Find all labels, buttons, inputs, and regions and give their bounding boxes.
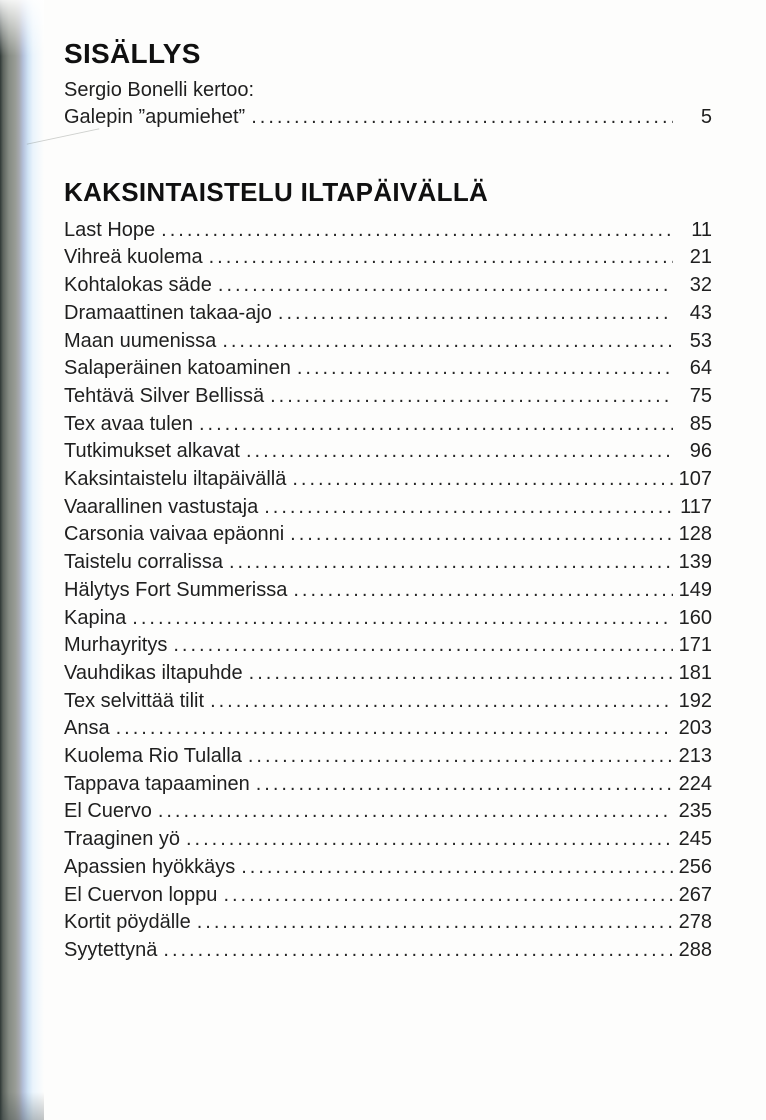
toc-entry-page: 53 [689,329,712,352]
dot-leader [161,217,673,245]
dot-leader [197,909,673,937]
dot-leader [222,328,673,356]
toc-row [64,798,712,826]
dot-leader [209,244,673,272]
toc-entry-page: 43 [689,301,712,324]
toc-entry-title: Dramaattinen takaa-ajo [64,301,272,324]
toc-entry-page: 107 [678,468,712,491]
toc-entry-page: 128 [678,523,712,546]
toc-entry-title: Maan uumenissa [64,329,217,352]
contents-title: SISÄLLYS [64,38,201,69]
toc-entry-title: Vaarallinen vastustaja [64,495,259,518]
dot-leader [246,438,673,466]
toc-entry-title: Kortit pöydälle [64,911,191,934]
toc-entry-page: 256 [678,855,712,878]
dot-leader [210,688,673,716]
dot-leader [292,466,673,494]
toc-list [64,217,712,965]
toc-row [64,411,712,439]
toc-row [64,549,712,577]
dot-leader [264,494,673,522]
dot-leader [249,660,673,688]
toc-entry-title: Traaginen yö [64,828,180,851]
toc-row [64,688,712,716]
spine-shadow-gradient [0,0,44,1120]
toc-entry-title: Tex selvittää tilit [64,689,205,712]
dot-leader [251,104,673,132]
toc-entry-title: Hälytys Fort Summerissa [64,578,288,601]
toc-row [64,909,712,937]
dot-leader [173,632,673,660]
toc-entry-page: 139 [678,551,712,574]
toc-entry-page: 11 [691,218,712,241]
toc-row [64,882,712,910]
toc-entry-page: 213 [678,745,712,768]
toc-row [64,632,712,660]
toc-row [64,383,712,411]
toc-entry-page: 85 [689,412,712,435]
toc-entry-title: Vihreä kuolema [64,246,203,269]
toc-row [64,438,712,466]
toc-entry-title: Taistelu corralissa [64,551,223,574]
dot-leader [270,383,673,411]
toc-row [64,937,712,965]
dot-leader [241,854,673,882]
toc-entry-page: 245 [678,828,712,851]
dot-leader [256,771,673,799]
toc-entry-title: Ansa [64,717,110,740]
toc-row [64,577,712,605]
toc-entry-page: 224 [678,772,712,795]
toc-row [64,217,712,245]
toc-entry-title: Salaperäinen katoaminen [64,357,291,380]
toc-row [64,272,712,300]
dot-leader [132,605,673,633]
toc-entry-title: Tutkimukset alkavat [64,440,240,463]
toc-entry-title: Carsonia vaivaa epäonni [64,523,285,546]
toc-entry-page: 117 [680,495,712,518]
toc-entry-page: 5 [700,106,712,128]
toc-entry-page: 267 [678,883,712,906]
toc-entry-title: Kapina [64,606,127,629]
toc-row-intro [64,104,712,132]
toc-entry-title: Tehtävä Silver Bellissä [64,384,265,407]
toc-entry-page: 149 [678,578,712,601]
toc-entry-page: 171 [678,634,712,657]
toc-row [64,521,712,549]
toc-entry-title: Kohtalokas säde [64,274,212,297]
toc-entry-title: Tappava tapaaminen [64,772,250,795]
toc-entry-page: 160 [678,606,712,629]
toc-entry-page: 21 [689,246,712,269]
toc-entry-title: Apassien hyökkäys [64,855,236,878]
dot-leader [199,411,673,439]
toc-content [64,38,712,965]
toc-entry-page: 32 [689,274,712,297]
toc-row [64,466,712,494]
toc-entry-title: El Cuervo [64,800,152,823]
toc-entry-page: 96 [689,440,712,463]
intro-line: Sergio Bonelli kertoo: [64,79,255,101]
dot-leader [218,272,673,300]
toc-entry-page: 278 [678,911,712,934]
toc-entry-title: El Cuervon loppu [64,883,218,906]
dot-leader [116,715,673,743]
toc-row [64,328,712,356]
toc-row [64,244,712,272]
toc-entry-title: Last Hope [64,218,156,241]
toc-row [64,355,712,383]
dot-leader [290,521,673,549]
dot-leader [158,798,673,826]
toc-entry-page: 64 [689,357,712,380]
dot-leader [297,355,673,383]
section-title: KAKSINTAISTELU ILTAPÄIVÄLLÄ [64,176,489,207]
toc-entry-title: Syytettynä [64,938,158,961]
dot-leader [163,937,673,965]
toc-entry-page: 288 [678,938,712,961]
toc-entry-page: 75 [689,384,712,407]
toc-entry-page: 192 [678,689,712,712]
dot-leader [229,549,673,577]
toc-row [64,494,712,522]
toc-entry-title: Tex avaa tulen [64,412,193,435]
toc-row [64,854,712,882]
toc-entry-title: Galepin ”apumiehet” [64,106,246,128]
toc-entry-page: 203 [678,717,712,740]
toc-entry-title: Kaksintaistelu iltapäivällä [64,468,287,491]
toc-row [64,660,712,688]
toc-entry-title: Vauhdikas iltapuhde [64,661,243,684]
toc-row [64,715,712,743]
toc-entry-title: Kuolema Rio Tulalla [64,745,242,768]
toc-row [64,826,712,854]
dot-leader [278,300,673,328]
toc-row [64,605,712,633]
toc-entry-page: 235 [678,800,712,823]
toc-entry-title: Murhayritys [64,634,168,657]
dot-leader [223,882,673,910]
dot-leader [248,743,673,771]
dot-leader [293,577,673,605]
toc-row [64,300,712,328]
dot-leader [186,826,673,854]
toc-row [64,743,712,771]
toc-entry-page: 181 [678,661,712,684]
toc-row [64,771,712,799]
